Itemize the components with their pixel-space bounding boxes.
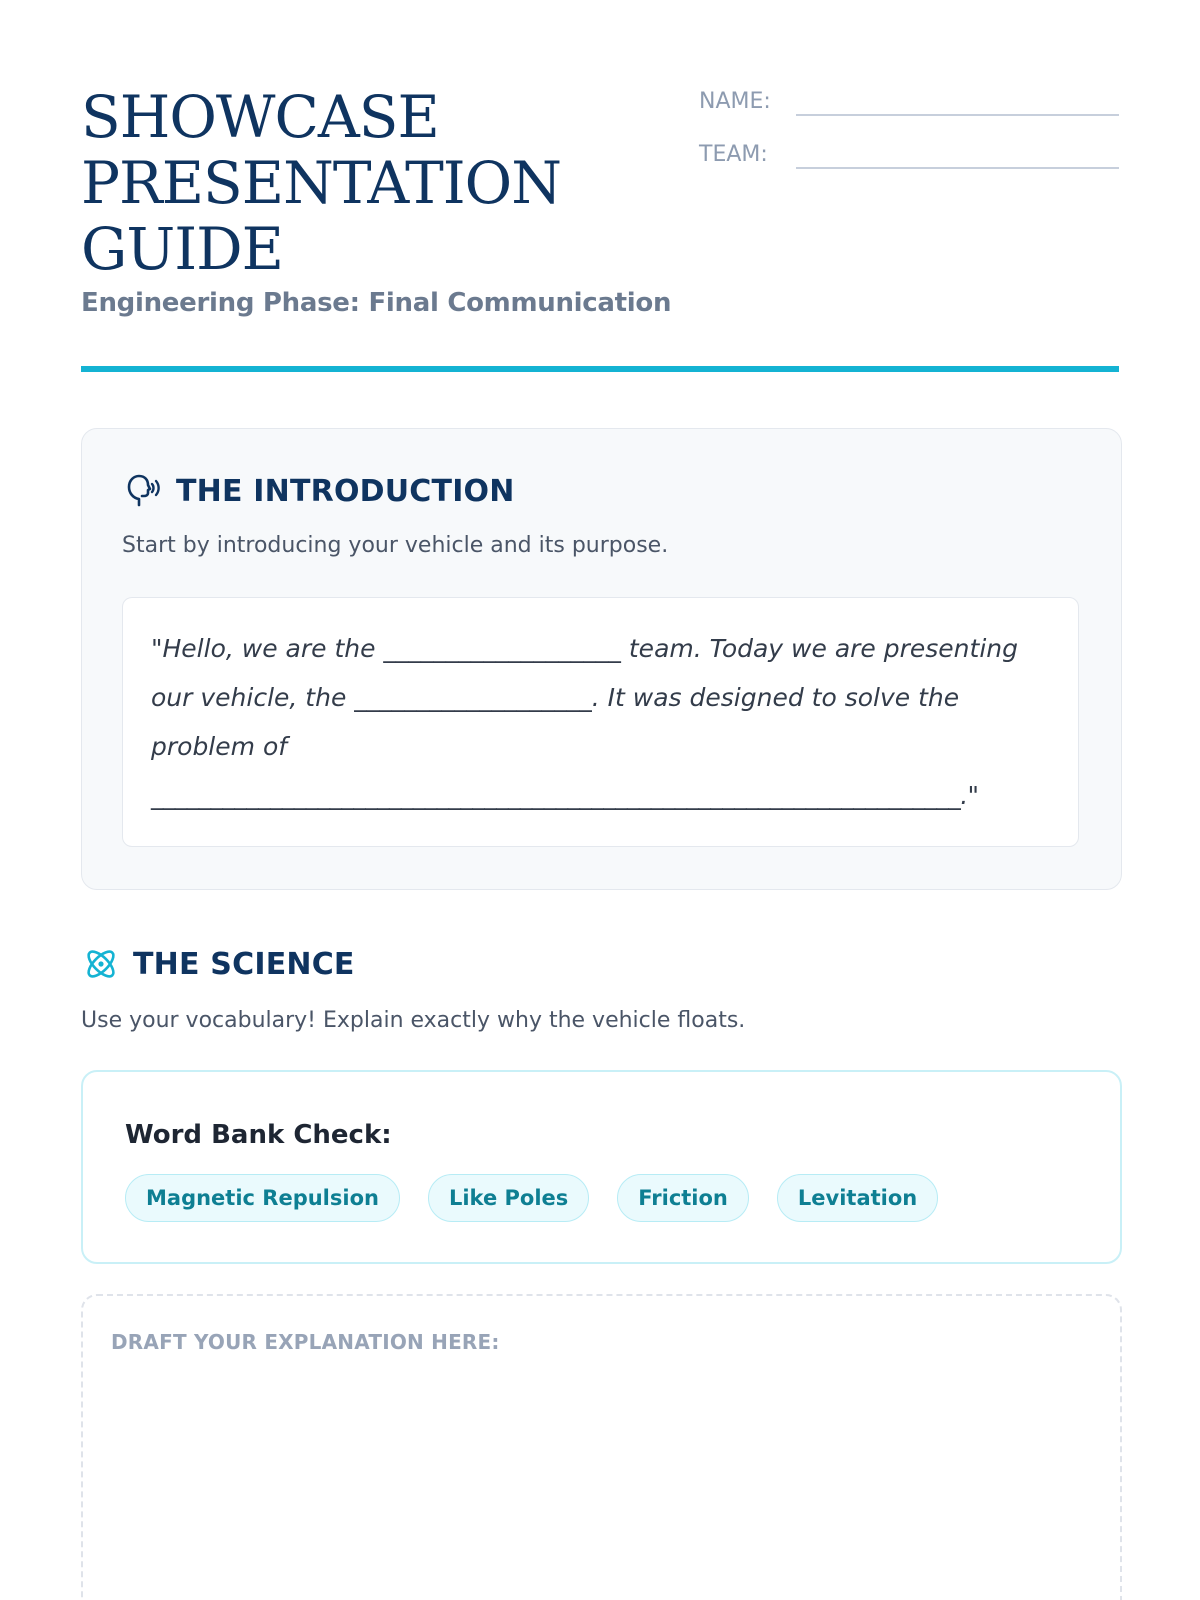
student-fields (699, 84, 1119, 190)
header-divider (81, 366, 1119, 372)
introduction-card (81, 428, 1122, 890)
name-field[interactable] (699, 84, 1119, 116)
name-label: NAME: (699, 89, 771, 114)
title-line: GUIDE (81, 215, 283, 283)
name-input-line[interactable] (796, 84, 1119, 116)
draft-explanation-area[interactable] (81, 1294, 1122, 1600)
introduction-script-box[interactable] (122, 597, 1079, 847)
word-bank-chips (125, 1174, 938, 1222)
header (81, 0, 1119, 374)
science-heading (81, 946, 355, 982)
team-label: TEAM: (699, 142, 768, 167)
introduction-script-blank-line: ____________________________________________________________________." (151, 781, 979, 810)
word-bank-card (81, 1070, 1122, 1264)
word-chip[interactable]: Like Poles (428, 1174, 589, 1222)
draft-label: DRAFT YOUR EXPLANATION HERE: (111, 1330, 500, 1354)
title-line: SHOWCASE (81, 83, 439, 151)
speaking-head-icon (122, 473, 164, 509)
introduction-heading-text: THE INTRODUCTION (176, 473, 515, 509)
team-input-line[interactable] (796, 137, 1119, 169)
page-title (81, 84, 641, 282)
introduction-description: Start by introducing your vehicle and its purpose. (122, 533, 669, 558)
title-line: PRESENTATION (81, 149, 561, 217)
word-bank-title: Word Bank Check: (125, 1120, 392, 1150)
word-chip[interactable]: Friction (617, 1174, 749, 1222)
introduction-heading (122, 473, 515, 509)
atom-icon (81, 946, 121, 982)
introduction-script-text: "Hello, we are the ___________________ team. Today we are presenting our vehicle, the ___________________. It was designed to solve the problem of (151, 634, 1026, 761)
word-chip[interactable]: Magnetic Repulsion (125, 1174, 400, 1222)
team-field[interactable] (699, 137, 1119, 169)
science-description: Use your vocabulary! Explain exactly why the vehicle floats. (81, 1008, 746, 1033)
word-chip[interactable]: Levitation (777, 1174, 938, 1222)
science-heading-text: THE SCIENCE (133, 946, 355, 982)
page-subtitle: Engineering Phase: Final Communication (81, 288, 672, 318)
